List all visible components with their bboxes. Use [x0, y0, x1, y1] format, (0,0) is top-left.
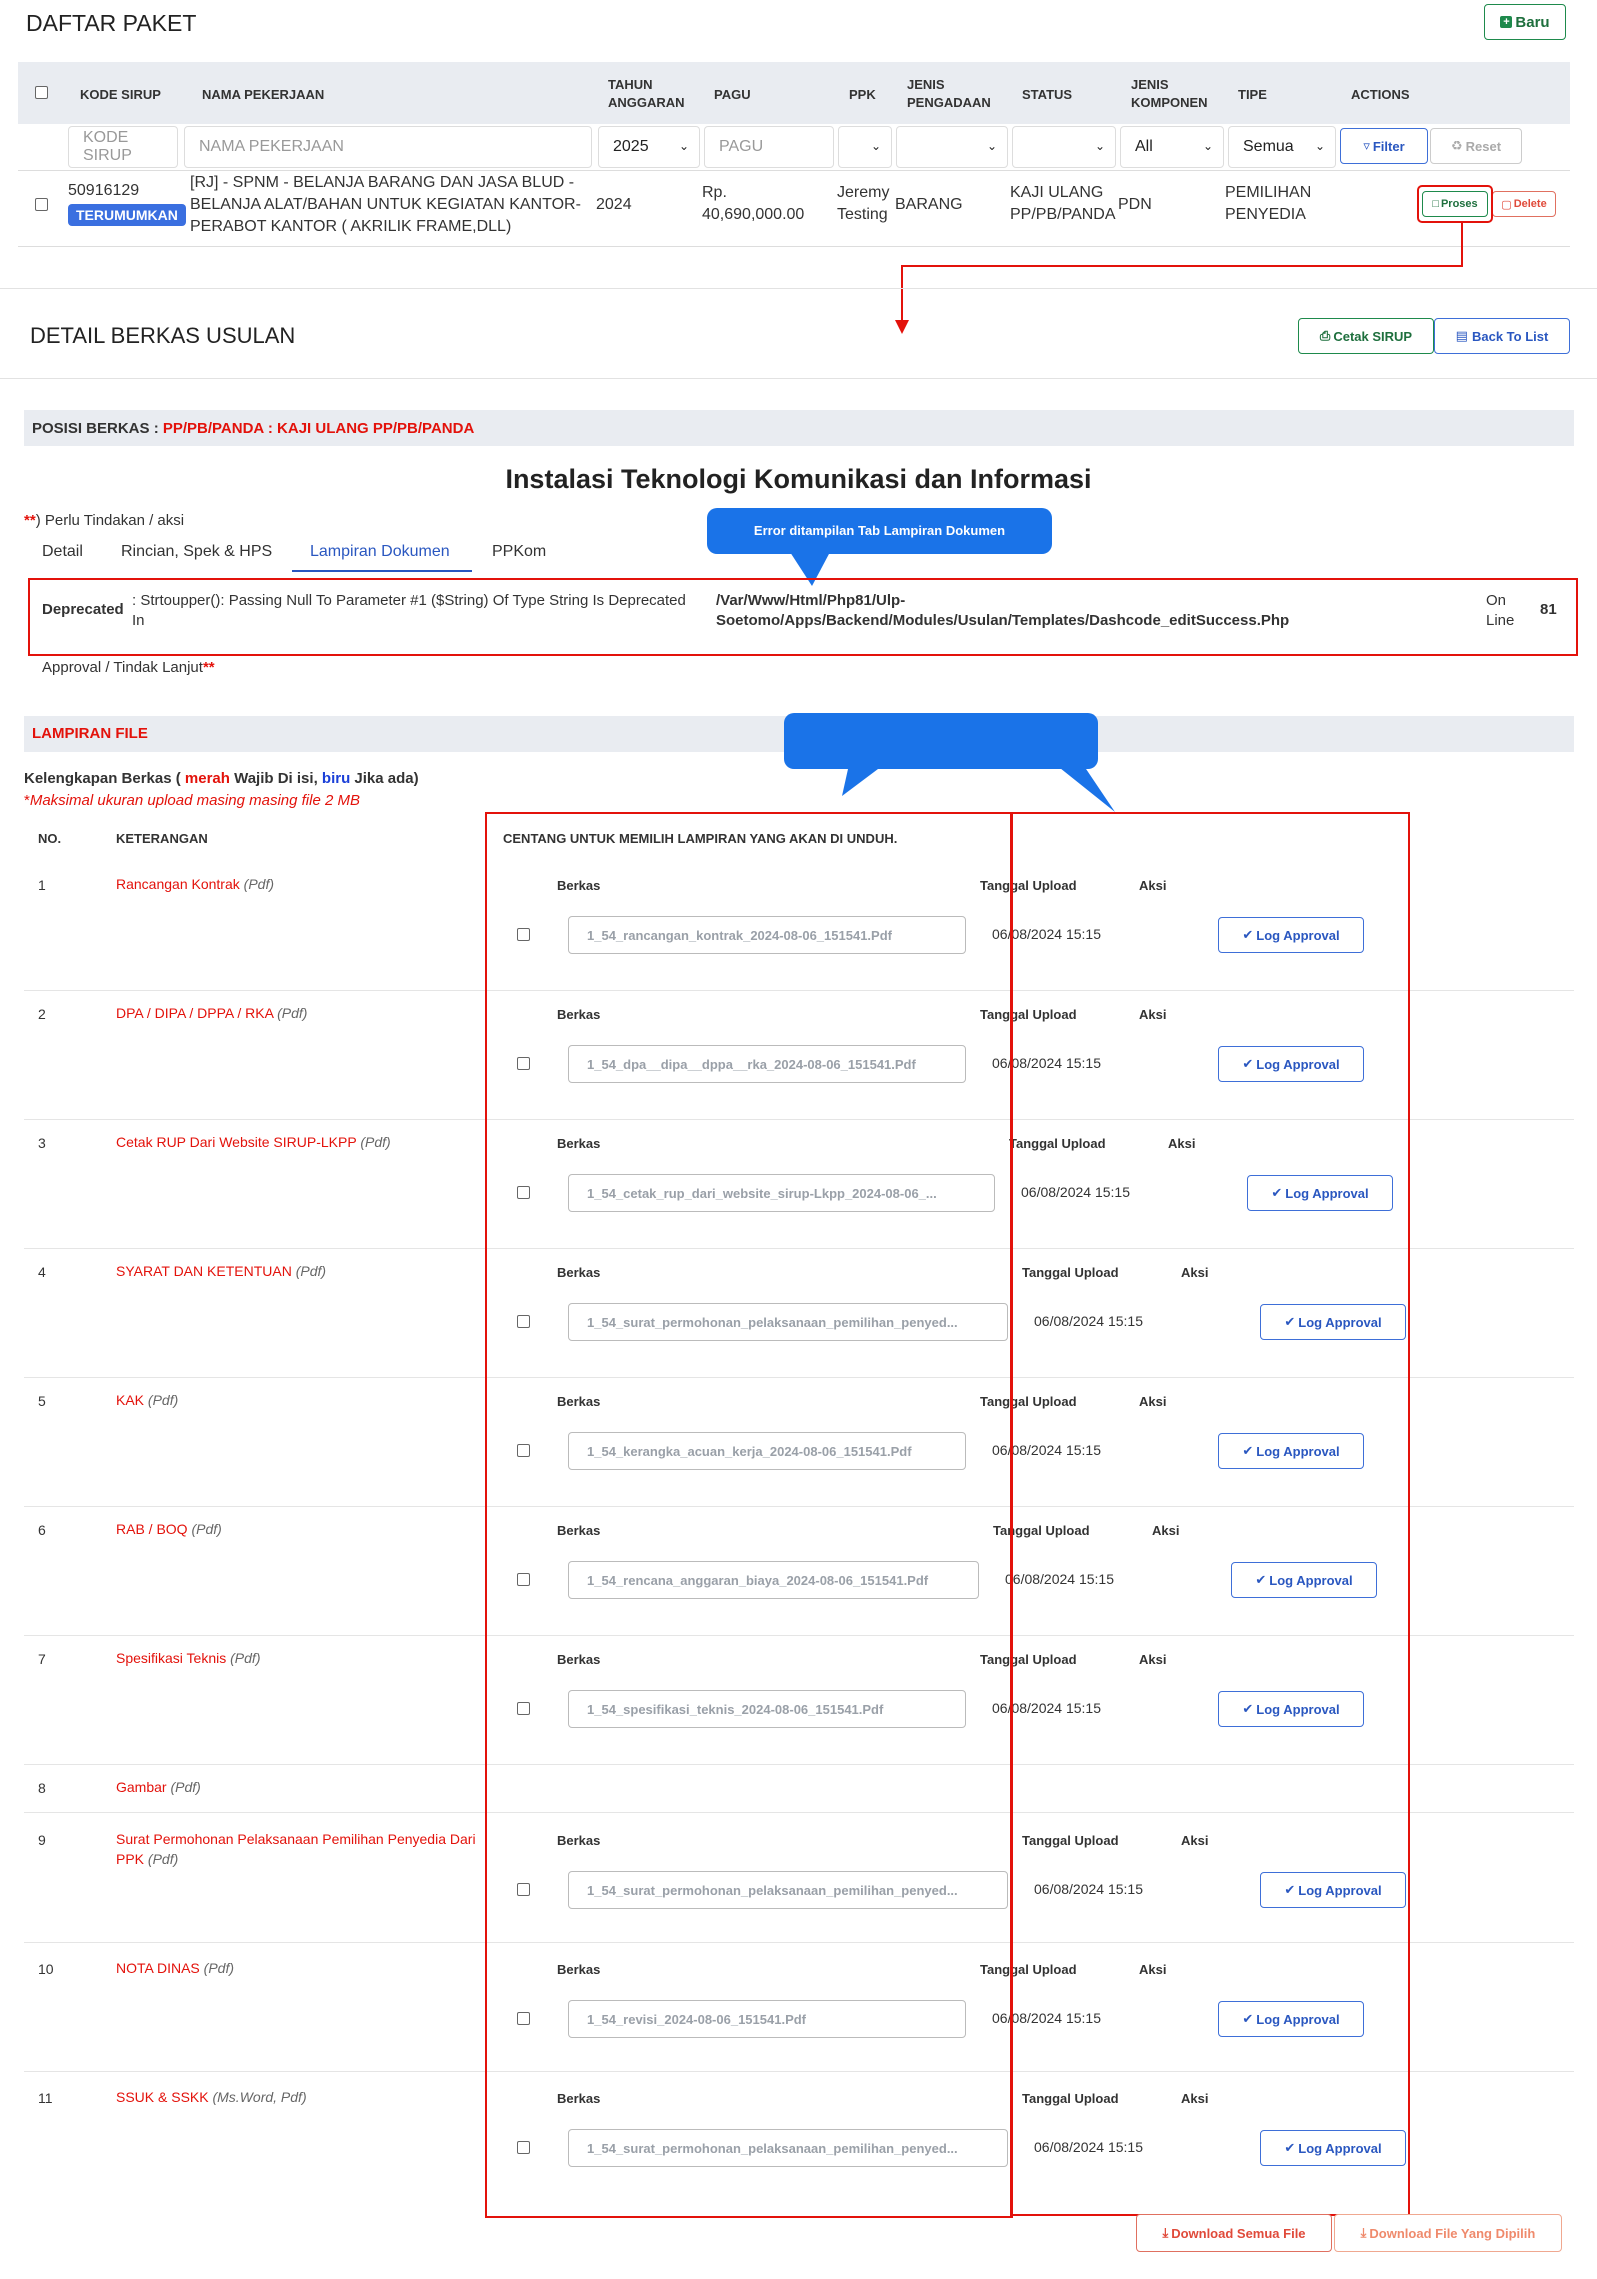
berkas-label: Berkas: [557, 1833, 601, 1848]
tanggal-upload: 06/08/2024 15:15: [1034, 1881, 1143, 1897]
nama-filter-input[interactable]: NAMA PEKERJAAN: [184, 126, 592, 168]
log-approval-button[interactable]: ✔ Log Approval: [1260, 1304, 1406, 1340]
row-no: 7: [38, 1651, 46, 1667]
kode-filter-input[interactable]: KODE SIRUP: [68, 126, 178, 168]
error-line-number: 81: [1540, 601, 1557, 618]
detail-body-separator: [0, 378, 1597, 379]
row-keterangan: SSUK & SSKK (Ms.Word, Pdf): [116, 2089, 307, 2105]
log-approval-button[interactable]: ✔ Log Approval: [1218, 1691, 1364, 1727]
file-name-field[interactable]: 1_54_rencana_anggaran_biaya_2024-08-06_151541.Pdf: [568, 1561, 979, 1599]
error-label: Deprecated: [42, 601, 124, 618]
kelengkapan-berkas: Kelengkapan Berkas ( merah Wajib Di isi, biru Jika ada): [24, 770, 419, 787]
aksi-label: Aksi: [1181, 2091, 1209, 2106]
row-no: 1: [38, 877, 46, 893]
col-tipe: TIPE: [1238, 87, 1267, 102]
tab-ppkom[interactable]: PPKom: [492, 543, 547, 560]
log-approval-button[interactable]: ✔ Log Approval: [1218, 1046, 1364, 1082]
row-keterangan: DPA / DIPA / DPPA / RKA (Pdf): [116, 1005, 308, 1021]
list-icon: ▤: [1455, 328, 1468, 343]
row-no: 9: [38, 1832, 46, 1848]
tanggal-upload-label: Tanggal Upload: [980, 1652, 1077, 1667]
tipe-select[interactable]: Semua ⌄: [1228, 126, 1336, 168]
col-actions: ACTIONS: [1351, 87, 1410, 102]
row-keterangan: KAK (Pdf): [116, 1392, 179, 1408]
tanggal-upload-label: Tanggal Upload: [1009, 1136, 1106, 1151]
check-icon: ✔: [1284, 2140, 1296, 2155]
file-name-field[interactable]: 1_54_surat_permohonan_pelaksanaan_pemilihan_penyed...: [568, 1303, 1008, 1341]
col-pagu: PAGU: [714, 87, 751, 102]
proses-button[interactable]: □ Proses: [1422, 191, 1488, 217]
row-no: 10: [38, 1961, 54, 1977]
filter-button[interactable]: ▿ Filter: [1340, 128, 1428, 164]
error-on-line: On Line: [1486, 592, 1515, 629]
aksi-label: Aksi: [1152, 1523, 1180, 1538]
tanggal-upload: 06/08/2024 15:15: [992, 1700, 1101, 1716]
row-tahun: 2024: [596, 196, 632, 213]
detail-separator: [0, 288, 1597, 289]
download-selected-button[interactable]: ⤓ Download File Yang Dipilih: [1334, 2214, 1562, 2252]
tanggal-upload-label: Tanggal Upload: [1022, 1833, 1119, 1848]
check-icon: ✔: [1284, 1314, 1296, 1329]
tanggal-upload-label: Tanggal Upload: [980, 1962, 1077, 1977]
col-status: STATUS: [1022, 87, 1073, 102]
error-path: /Var/Www/Html/Php81/Ulp-Soetomo/Apps/Backend/Modules/Usulan/Templates/Dashcode_editSuccess.Php: [716, 592, 1290, 629]
file-name-field[interactable]: 1_54_revisi_2024-08-06_151541.Pdf: [568, 2000, 966, 2038]
trash-icon: ▢: [1501, 198, 1512, 211]
row-jenis-komponen: PDN: [1118, 196, 1152, 213]
download-all-button[interactable]: ⤓ Download Semua File: [1136, 2214, 1332, 2252]
check-icon: ✔: [1242, 2011, 1254, 2026]
row-keterangan: Rancangan Kontrak (Pdf): [116, 876, 274, 892]
col-centang: CENTANG UNTUK MEMILIH LAMPIRAN YANG AKAN DI UNDUH.: [503, 831, 898, 846]
detail-title: DETAIL BERKAS USULAN: [30, 323, 296, 348]
check-icon: ✔: [1255, 1572, 1267, 1587]
recycle-icon: ♻: [1450, 138, 1463, 153]
file-name-field[interactable]: 1_54_spesifikasi_teknis_2024-08-06_151541.Pdf: [568, 1690, 966, 1728]
tab-rincian[interactable]: Rincian, Spek & HPS: [121, 543, 273, 560]
log-approval-button[interactable]: ✔ Log Approval: [1218, 1433, 1364, 1469]
col-jenis-komponen: JENIS KOMPONEN: [1131, 77, 1208, 110]
row-no: 11: [38, 2090, 53, 2106]
tanggal-upload: 06/08/2024 15:15: [992, 1442, 1101, 1458]
log-approval-button[interactable]: ✔ Log Approval: [1231, 1562, 1377, 1598]
flow-arrow: [0, 0, 1597, 340]
aksi-label: Aksi: [1181, 1833, 1209, 1848]
tanggal-upload-label: Tanggal Upload: [980, 878, 1077, 893]
tanggal-upload: 06/08/2024 15:15: [1034, 2139, 1143, 2155]
check-icon: ✔: [1242, 927, 1254, 942]
berkas-label: Berkas: [557, 1523, 601, 1538]
tanggal-upload-label: Tanggal Upload: [980, 1007, 1077, 1022]
highlight-box-right: [1010, 812, 1410, 2216]
cetak-sirup-button[interactable]: ⎙ Cetak SIRUP: [1298, 318, 1434, 354]
tanggal-upload-label: Tanggal Upload: [1022, 2091, 1119, 2106]
komponen-select[interactable]: All ⌄: [1120, 126, 1224, 168]
row-keterangan: RAB / BOQ (Pdf): [116, 1521, 222, 1537]
aksi-label: Aksi: [1139, 1652, 1167, 1667]
tahun-select[interactable]: 2025 ⌄: [598, 126, 700, 168]
row-keterangan: Spesifikasi Teknis (Pdf): [116, 1650, 261, 1666]
berkas-label: Berkas: [557, 1962, 601, 1977]
tab-detail[interactable]: Detail: [42, 543, 83, 560]
row-nama: [RJ] - SPNM - BELANJA BARANG DAN JASA BLUD - BELANJA ALAT/BAHAN UNTUK KEGIATAN KANTOR- PERABOT KANTOR ( AKRILIK FRAME,DLL): [190, 174, 581, 235]
tanggal-upload: 06/08/2024 15:15: [1034, 1313, 1143, 1329]
chevron-down-icon: ⌄: [1202, 139, 1213, 153]
chevron-down-icon: ⌄: [870, 139, 881, 153]
row-no: 4: [38, 1264, 46, 1280]
row-no: 3: [38, 1135, 46, 1151]
log-approval-button[interactable]: ✔ Log Approval: [1260, 1872, 1406, 1908]
log-approval-button[interactable]: ✔ Log Approval: [1247, 1175, 1393, 1211]
tab-lampiran[interactable]: Lampiran Dokumen: [310, 543, 450, 560]
aksi-label: Aksi: [1181, 1265, 1209, 1280]
row-keterangan: SYARAT DAN KETENTUAN (Pdf): [116, 1263, 327, 1279]
berkas-label: Berkas: [557, 1136, 601, 1151]
max-size-note: *Maksimal ukuran upload masing masing file 2 MB: [24, 792, 360, 809]
tanggal-upload: 06/08/2024 15:15: [1021, 1184, 1130, 1200]
file-name-field[interactable]: 1_54_surat_permohonan_pelaksanaan_pemilihan_penyed...: [568, 1871, 1008, 1909]
row-tipe: PEMILIHAN PENYEDIA: [1225, 184, 1312, 223]
row-keterangan: NOTA DINAS (Pdf): [116, 1960, 234, 1976]
berkas-label: Berkas: [557, 1652, 601, 1667]
file-name-field[interactable]: 1_54_dpa__dipa__dppa__rka_2024-08-06_151541.Pdf: [568, 1045, 966, 1083]
check-icon: ✔: [1242, 1701, 1254, 1716]
tanggal-upload: 06/08/2024 15:15: [992, 2010, 1101, 2026]
berkas-label: Berkas: [557, 1394, 601, 1409]
unit-title: Instalasi Teknologi Komunikasi dan Informasi: [505, 464, 1092, 494]
file-name-field[interactable]: 1_54_cetak_rup_dari_website_sirup-Lkpp_2024-08-06_...: [568, 1174, 995, 1212]
file-name-field[interactable]: 1_54_surat_permohonan_pelaksanaan_pemilihan_penyed...: [568, 2129, 1008, 2167]
aksi-label: Aksi: [1139, 1962, 1167, 1977]
row-keterangan: Cetak RUP Dari Website SIRUP-LKPP (Pdf): [116, 1134, 391, 1150]
download-icon: ⤓: [1162, 2225, 1169, 2240]
tanggal-upload-label: Tanggal Upload: [1022, 1265, 1119, 1280]
chevron-down-icon: ⌄: [1094, 139, 1105, 153]
col-nama: NAMA PEKERJAAN: [202, 87, 325, 102]
col-jenis-pengadaan: JENIS PENGADAAN: [907, 77, 991, 110]
col-no: NO.: [38, 831, 62, 846]
highlight-box-left: [485, 812, 1013, 2218]
row-jenis-pengadaan: BARANG: [895, 196, 963, 213]
tanggal-upload: 06/08/2024 15:15: [992, 1055, 1101, 1071]
check-icon: ✔: [1284, 1882, 1296, 1897]
row-kode: 50916129: [68, 182, 140, 199]
baru-button[interactable]: + Baru: [1484, 4, 1566, 40]
col-kode: KODE SIRUP: [80, 87, 161, 102]
berkas-label: Berkas: [557, 878, 601, 893]
file-name-field[interactable]: 1_54_kerangka_acuan_kerja_2024-08-06_151541.Pdf: [568, 1432, 966, 1470]
chevron-down-icon: ⌄: [1314, 139, 1325, 153]
printer-icon: ⎙: [1319, 328, 1331, 343]
status-badge: TERUMUMKAN: [68, 204, 186, 226]
chevron-down-icon: ⌄: [986, 139, 997, 153]
pagu-filter-input[interactable]: PAGU: [704, 126, 834, 168]
row-no: 5: [38, 1393, 46, 1409]
row-ppk: Jeremy Testing: [837, 184, 890, 223]
back-to-list-button[interactable]: ▤ Back To List: [1434, 318, 1570, 354]
row-status: KAJI ULANG PP/PB/PANDA: [1010, 184, 1116, 223]
daftar-title: DAFTAR PAKET: [26, 10, 197, 36]
aksi-label: Aksi: [1139, 1007, 1167, 1022]
tanggal-upload-label: Tanggal Upload: [993, 1523, 1090, 1538]
row-keterangan: Surat Permohonan Pelaksanaan Pemilihan Penyedia Dari PPK (Pdf): [116, 1831, 476, 1867]
row-keterangan: Gambar (Pdf): [116, 1779, 201, 1795]
perlu-tindakan: **) Perlu Tindakan / aksi: [24, 512, 185, 529]
log-approval-button[interactable]: ✔ Log Approval: [1218, 2001, 1364, 2037]
aksi-label: Aksi: [1139, 1394, 1167, 1409]
aksi-label: Aksi: [1168, 1136, 1196, 1151]
error-message: : Strtoupper(): Passing Null To Parameter #1 ($String) Of Type String Is Deprecated In: [132, 592, 686, 629]
check-icon: ✔: [1271, 1185, 1283, 1200]
log-approval-button[interactable]: ✔ Log Approval: [1260, 2130, 1406, 2166]
log-approval-button[interactable]: ✔ Log Approval: [1218, 917, 1364, 953]
berkas-label: Berkas: [557, 1007, 601, 1022]
callout-tanggal-pointers: [830, 760, 1120, 816]
col-keterangan: KETERANGAN: [116, 831, 208, 846]
row-pagu: Rp. 40,690,000.00: [702, 184, 805, 223]
row-no: 6: [38, 1522, 46, 1538]
posisi-berkas: POSISI BERKAS : PP/PB/PANDA : KAJI ULANG PP/PB/PANDA: [32, 420, 475, 437]
reset-button[interactable]: ♻ Reset: [1430, 128, 1522, 164]
callout-error: Error ditampilan Tab Lampiran Dokumen: [707, 508, 1052, 554]
row-no: 2: [38, 1006, 46, 1022]
plus-square-icon: +: [1500, 16, 1512, 28]
berkas-label: Berkas: [557, 1265, 601, 1280]
aksi-label: Aksi: [1139, 878, 1167, 893]
check-icon: ✔: [1242, 1056, 1254, 1071]
funnel-icon: ▿: [1363, 138, 1370, 153]
berkas-label: Berkas: [557, 2091, 601, 2106]
file-name-field[interactable]: 1_54_rancangan_kontrak_2024-08-06_151541.Pdf: [568, 916, 966, 954]
tab-lampiran-underline: [292, 570, 472, 572]
file-icon: □: [1432, 198, 1439, 210]
lampiran-title: LAMPIRAN FILE: [32, 725, 148, 742]
col-ppk: PPK: [849, 87, 876, 102]
download-icon: ⤓: [1360, 2225, 1367, 2240]
tanggal-upload: 06/08/2024 15:15: [1005, 1571, 1114, 1587]
approval-label: Approval / Tindak Lanjut**: [42, 659, 215, 676]
tanggal-upload-label: Tanggal Upload: [980, 1394, 1077, 1409]
check-icon: ✔: [1242, 1443, 1254, 1458]
delete-button[interactable]: ▢ Delete: [1492, 191, 1556, 217]
col-tahun: TAHUN ANGGARAN: [608, 77, 685, 110]
tanggal-upload: 06/08/2024 15:15: [992, 926, 1101, 942]
chevron-down-icon: ⌄: [678, 139, 689, 153]
row-no: 8: [38, 1780, 46, 1796]
